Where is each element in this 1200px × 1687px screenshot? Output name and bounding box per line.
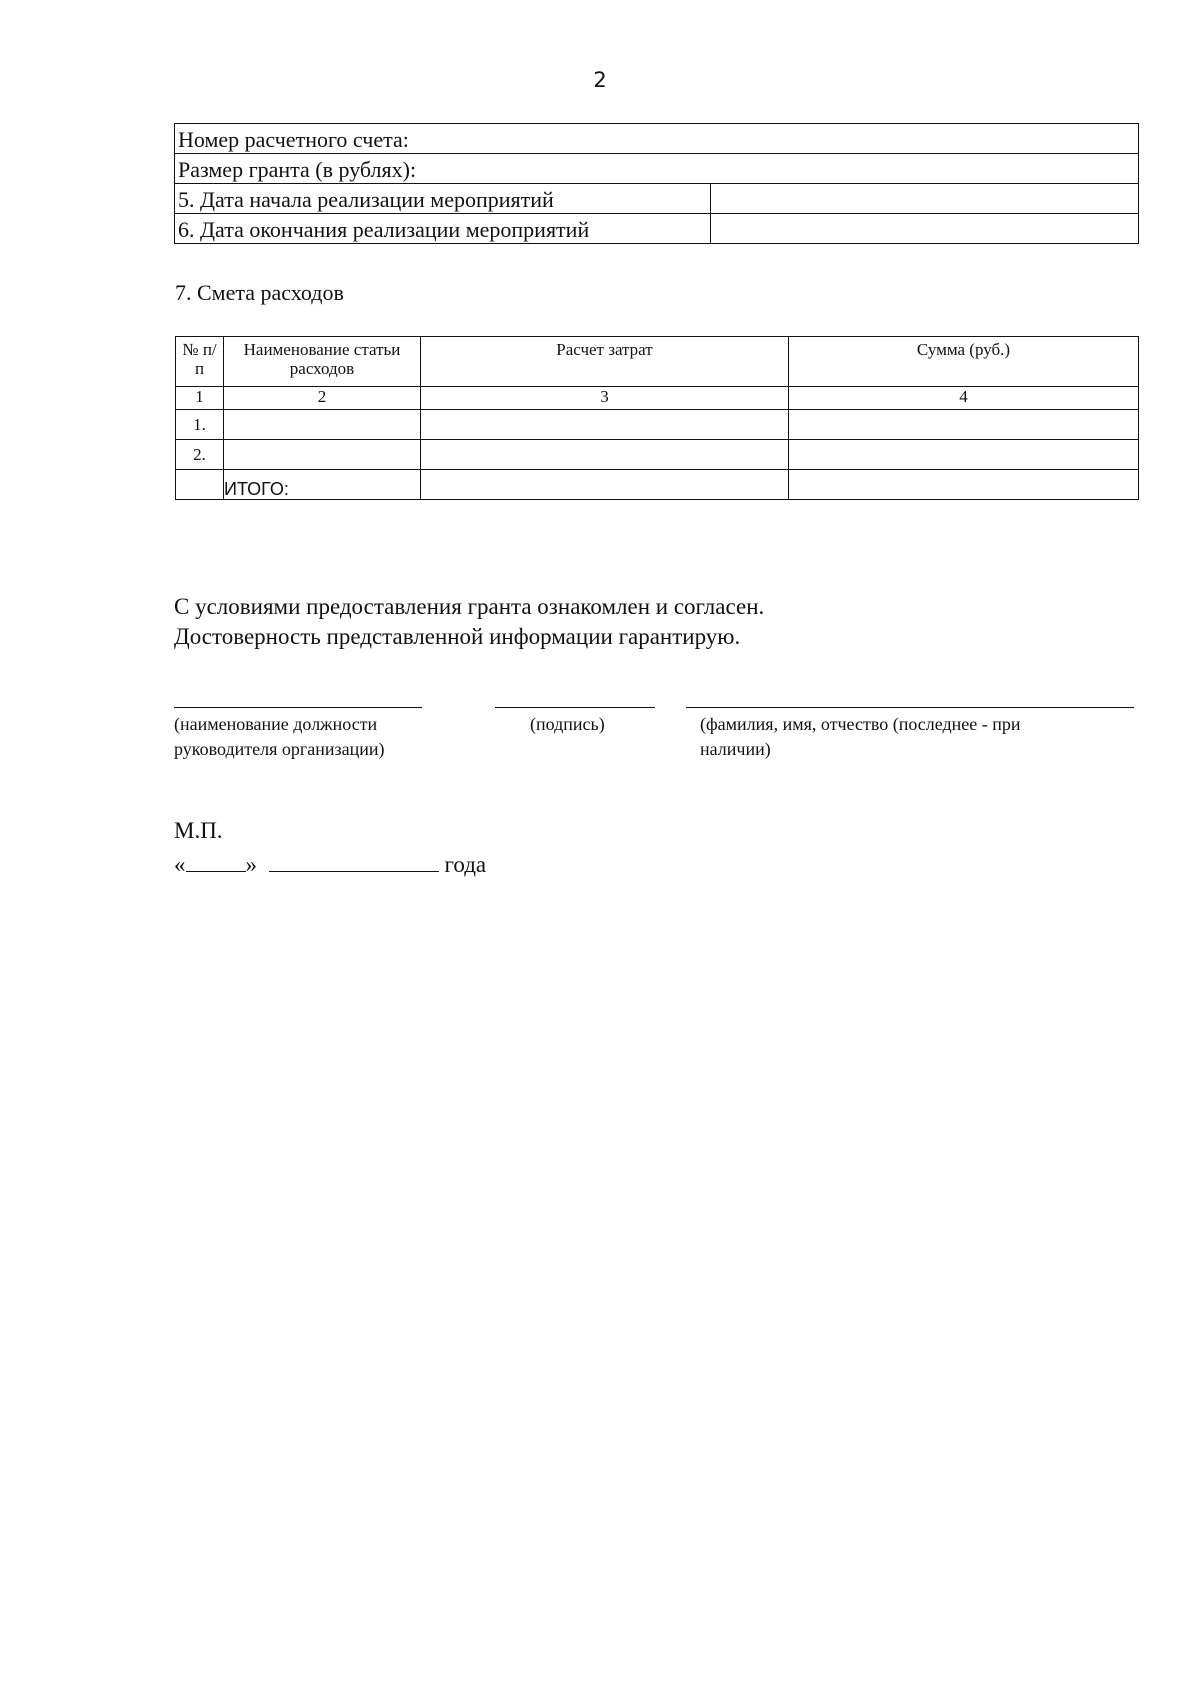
month-blank[interactable] bbox=[269, 851, 439, 872]
name-caption bbox=[700, 712, 1021, 762]
grant-info-table bbox=[174, 123, 1139, 244]
row-sum-cell[interactable] bbox=[789, 410, 1139, 440]
position-caption-line-2: руководителя организации) bbox=[174, 739, 385, 759]
row-item-cell[interactable] bbox=[224, 410, 421, 440]
row-calc-cell[interactable] bbox=[421, 410, 789, 440]
agreement-line-2: Достоверность представленной информации гарантирую. bbox=[174, 624, 741, 649]
budget-table bbox=[175, 336, 1139, 500]
column-number: 3 bbox=[421, 387, 789, 410]
header-calc: Расчет затрат bbox=[421, 337, 789, 387]
end-date-field[interactable] bbox=[711, 214, 1139, 244]
date-line bbox=[174, 851, 486, 878]
day-blank[interactable] bbox=[186, 851, 246, 872]
agreement-line-1: С условиями предоставления гранта ознакомлен и согласен. bbox=[174, 594, 765, 619]
header-sum: Сумма (руб.) bbox=[789, 337, 1139, 387]
stamp-placeholder: М.П. bbox=[174, 818, 223, 843]
info-row-end-date bbox=[175, 214, 1139, 244]
header-item: Наименование статьи расходов bbox=[224, 337, 421, 387]
agreement-statement bbox=[174, 592, 764, 652]
budget-header-row bbox=[176, 337, 1139, 387]
start-date-field[interactable] bbox=[711, 184, 1139, 214]
row-number: 2. bbox=[176, 440, 224, 470]
open-quote: « bbox=[174, 852, 186, 877]
name-caption-line-1: (фамилия, имя, отчество (последнее - при bbox=[700, 714, 1021, 734]
column-number: 1 bbox=[176, 387, 224, 410]
row-calc-cell[interactable] bbox=[421, 440, 789, 470]
info-row-grant-size bbox=[175, 154, 1139, 184]
page-number: 2 bbox=[593, 68, 607, 92]
year-word: года bbox=[444, 852, 487, 877]
name-caption-line-2: наличии) bbox=[700, 739, 771, 759]
close-quote: » bbox=[245, 852, 257, 877]
row-number: 1. bbox=[176, 410, 224, 440]
start-date-label: 5. Дата начала реализации мероприятий bbox=[175, 184, 711, 214]
position-caption-line-1: (наименование должности bbox=[174, 714, 378, 734]
signature-line[interactable] bbox=[495, 707, 655, 708]
table-row bbox=[176, 440, 1139, 470]
full-name-signature-line[interactable] bbox=[686, 707, 1134, 708]
signature-caption: (подпись) bbox=[530, 714, 605, 734]
info-row-start-date bbox=[175, 184, 1139, 214]
total-calc-cell[interactable] bbox=[421, 470, 789, 500]
total-sum-cell[interactable] bbox=[789, 470, 1139, 500]
account-number-label: Номер расчетного счета: bbox=[175, 124, 1139, 154]
section-title: 7. Смета расходов bbox=[175, 280, 344, 305]
row-item-cell[interactable] bbox=[224, 440, 421, 470]
position-signature-line[interactable] bbox=[174, 707, 422, 708]
end-date-label: 6. Дата окончания реализации мероприятий bbox=[175, 214, 711, 244]
column-number: 2 bbox=[224, 387, 421, 410]
total-label: ИТОГО: bbox=[224, 470, 421, 500]
total-empty-cell bbox=[176, 470, 224, 500]
table-row bbox=[176, 410, 1139, 440]
total-row bbox=[176, 470, 1139, 500]
position-caption bbox=[174, 712, 385, 762]
header-number: № п/п bbox=[176, 337, 224, 387]
column-number-row bbox=[176, 387, 1139, 410]
info-row-account bbox=[175, 124, 1139, 154]
row-sum-cell[interactable] bbox=[789, 440, 1139, 470]
column-number: 4 bbox=[789, 387, 1139, 410]
grant-size-label: Размер гранта (в рублях): bbox=[175, 154, 1139, 184]
